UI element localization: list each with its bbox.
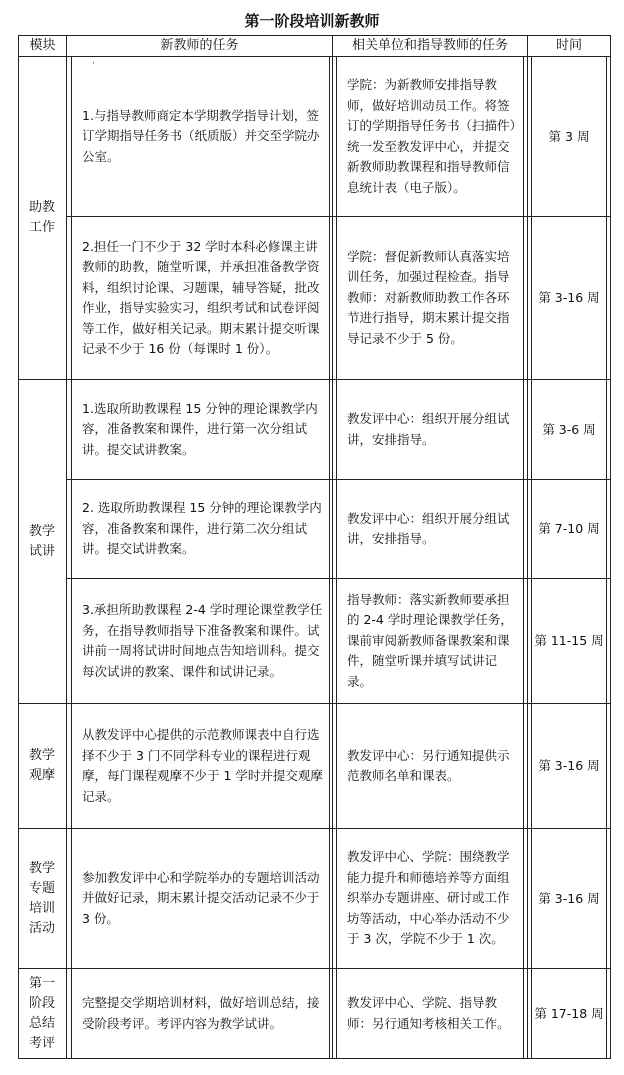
module-trial: 教学试讲 [28,523,55,559]
module-observe: 教学观摩 [28,748,55,783]
row-task: 1.与指导教师商定本学期教学指导计划，签订学期指导任务书（纸质版）并交至学院办公室。 [82,107,320,164]
row-dept: 教发评中心：组织开展分组试讲，安排指导。 [347,411,510,447]
header-task: 新教师的任务 [160,38,239,53]
module-special: 教学专题培训活动 [28,860,55,936]
row-time: 第 17-18 周 [534,1005,604,1021]
page-title: 第一阶段培训新教师 [244,12,380,30]
row-task: 2.担任一门不少于 32 学时本科必修课主讲教师的助教，随堂听课，并承担准备教学资料，组织讨论课、习题课，辅导答疑，批改作业，指导实验实习，组织考试和试卷评阅等工作，做好相关记录。期末累计提交听课记录不少于 16 份（每课时 1 份）。 [82,238,320,356]
row-task: 2. 选取所助教课程 15 分钟的理论课教学内容，准备教案和课件，进行第二次分组试讲。提交试讲教案。 [82,500,322,557]
row-time: 第 11-15 周 [534,633,604,648]
row-time: 第 3-6 周 [542,421,596,437]
row-time: 第 3-16 周 [538,890,600,906]
row-dept: 指导教师：落实新教师要承担的 2-4 学时理论课教学任务，课前审阅新教师备课教案和课件，随堂听课并填写试讲记录。 [347,591,513,689]
row-time: 第 3-16 周 [538,758,600,773]
row-time: 第 3-16 周 [538,290,600,305]
row-dept: 教发评中心：组织开展分组试讲，安排指导。 [347,510,510,546]
row-dept: 教发评中心、学院、指导教师：另行通知考核相关工作。 [347,995,510,1031]
row-time: 第 3 周 [548,128,590,144]
row-time: 第 7-10 周 [538,521,600,536]
module-final: 第一阶段总结考评 [28,975,55,1051]
module-assist: 助教工作 [28,200,55,235]
header-module: 模块 [29,38,56,53]
row-task: 完整提交学期培训材料，做好培训总结，接受阶段考评。考评内容为教学试讲。 [82,995,320,1031]
row-dept: 教发评中心、学院：围绕教学能力提升和师德培养等方面组织举办专题讲座、研讨或工作坊等活动，中心举办活动不少于 3 次，学院不少于 1 次。 [347,849,510,947]
row-dept: 学院：为新教师安排指导教师，做好培训动员工作。将签订的学期指导任务书（扫描件）统一发至教发评中心，并提交新教师助教课程和指导教师信息统计表（电子版）。 [347,77,516,195]
row-task: 3.承担所助教课程 2-4 学时理论课堂教学任务，在指导教师指导下准备教案和课件。试讲前一周将试讲时间地点告知培训科。提交每次试讲的教案、课件和试讲记录。 [82,602,323,679]
row-dept: 学院：督促新教师认真落实培训任务，加强过程检查。指导教师：对新教师助教工作各环节进行指导，期末累计提交指导记录不少于 5 份。 [347,248,510,346]
row-task: 1.选取所助教课程 15 分钟的理论课教学内容，准备教案和课件，进行第一次分组试讲。提交试讲教案。 [82,400,318,457]
header-dept: 相关单位和指导教师的任务 [351,38,508,53]
row-task: 参加教发评中心和学院举办的专题培训活动并做好记录，期末累计提交活动记录不少于 3 份。 [82,869,320,926]
row-task: 从教发评中心提供的示范教师课表中自行选择不少于 3 门不同学科专业的课程进行观摩，每门课程观摩不少于 1 学时并提交观摩记录。 [82,727,323,804]
marker-dot: · [92,59,95,69]
row-dept: 教发评中心：另行通知提供示范教师名单和课表。 [347,747,510,783]
header-time: 时间 [555,38,582,53]
